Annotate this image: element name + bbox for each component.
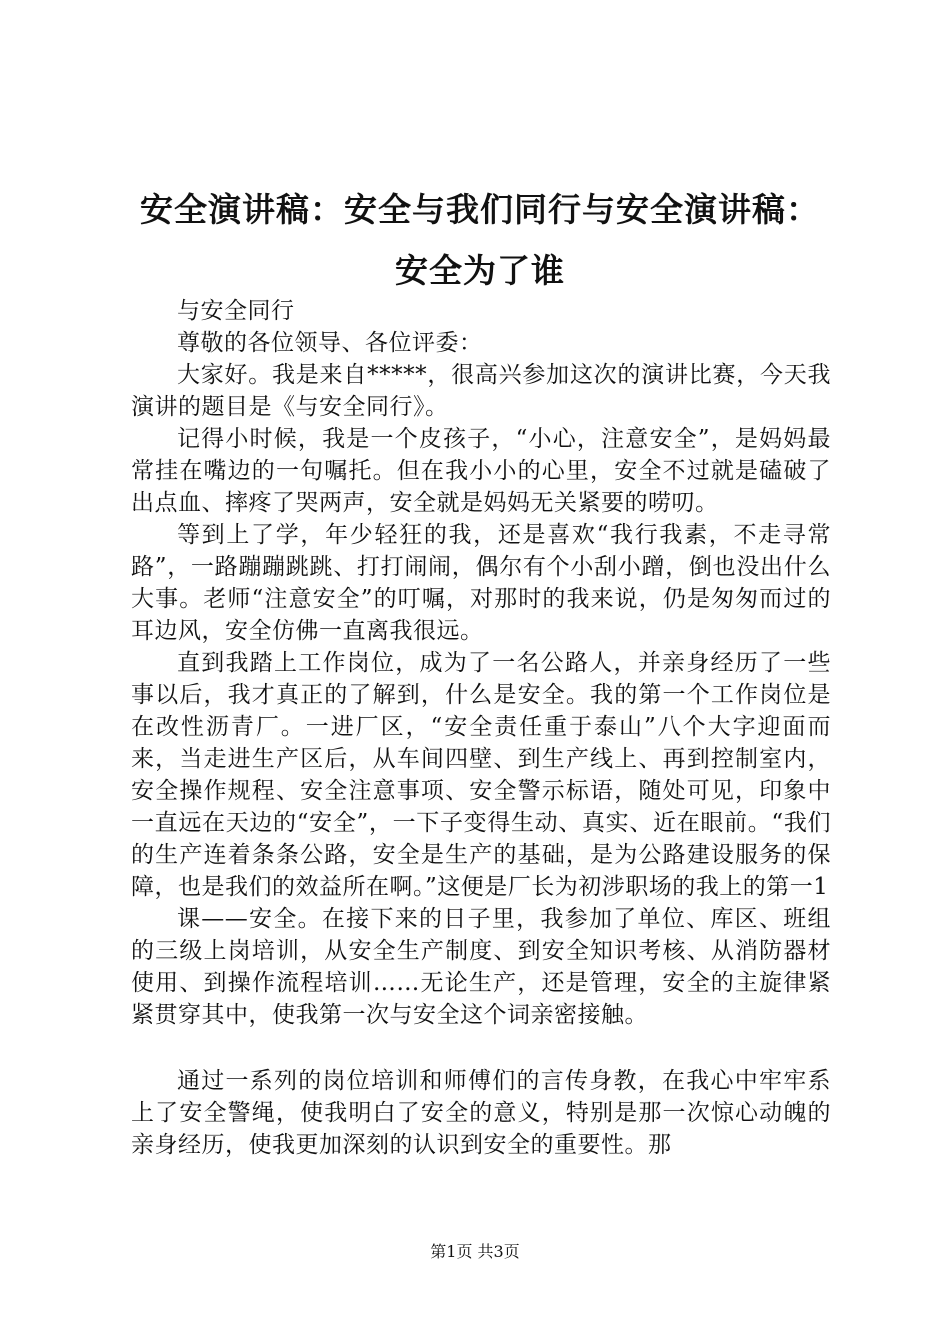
paragraph: 通过一系列的岗位培训和师傅们的言传身教，在我心中牢牢系上了安全警绳，使我明白了安全的意义，特别是那一次惊心动魄的亲身经历，使我更加深刻的认识到安全的重要性。那 <box>131 1068 831 1158</box>
paragraph: 大家好。我是来自*****，很高兴参加这次的演讲比赛，今天我演讲的题目是《与安全同行》。 <box>131 362 831 420</box>
document-title-line-1: 安全演讲稿：安全与我们同行与安全演讲稿： <box>140 190 820 229</box>
paragraph-salutation: 尊敬的各位领导、各位评委： <box>177 330 483 356</box>
page-footer: 第1页 共3页 <box>430 1242 520 1261</box>
paragraph: 等到上了学，年少轻狂的我，还是喜欢“我行我素，不走寻常路”，一路蹦蹦跳跳、打打闹闹，偶尔有个小刮小蹭，倒也没出什么大事。老师“注意安全”的叮嘱，对那时的我来说，仍是匆匆而过的耳边风，安全仿佛一直离我很远。 <box>131 522 831 644</box>
paragraph: 课——安全。在接下来的日子里，我参加了单位、库区、班组的三级上岗培训，从安全生产制度、到安全知识考核、从消防器材使用、到操作流程培训……无论生产，还是管理，安全的主旋律紧紧贯穿其中，使我第一次与安全这个词亲密接触。 <box>131 906 831 1028</box>
document-body <box>131 295 831 1161</box>
paragraph: 直到我踏上工作岗位，成为了一名公路人，并亲身经历了一些事以后，我才真正的了解到，什么是安全。我的第一个工作岗位是在改性沥青厂。一进厂区，“安全责任重于泰山”八个大字迎面而来，当走进生产区后，从车间四壁、到生产线上、再到控制室内，安全操作规程、安全注意事项、安全警示标语，随处可见，印象中一直远在天边的“安全”，一下子变得生动、真实、近在眼前。“我们的生产连着条条公路，安全是生产的基础，是为公路建设服务的保障，也是我们的效益所在啊。”这便是厂长为初涉职场的我上的第一1 <box>131 650 831 900</box>
document-title-line-2: 安全为了谁 <box>395 251 565 290</box>
paragraph: 记得小时候，我是一个皮孩子，“小心，注意安全”，是妈妈最常挂在嘴边的一句嘱托。但在我小小的心里，安全不过就是磕破了出点血、摔疼了哭两声，安全就是妈妈无关紧要的唠叨。 <box>131 426 831 516</box>
paragraph-subtitle: 与安全同行 <box>177 298 295 324</box>
